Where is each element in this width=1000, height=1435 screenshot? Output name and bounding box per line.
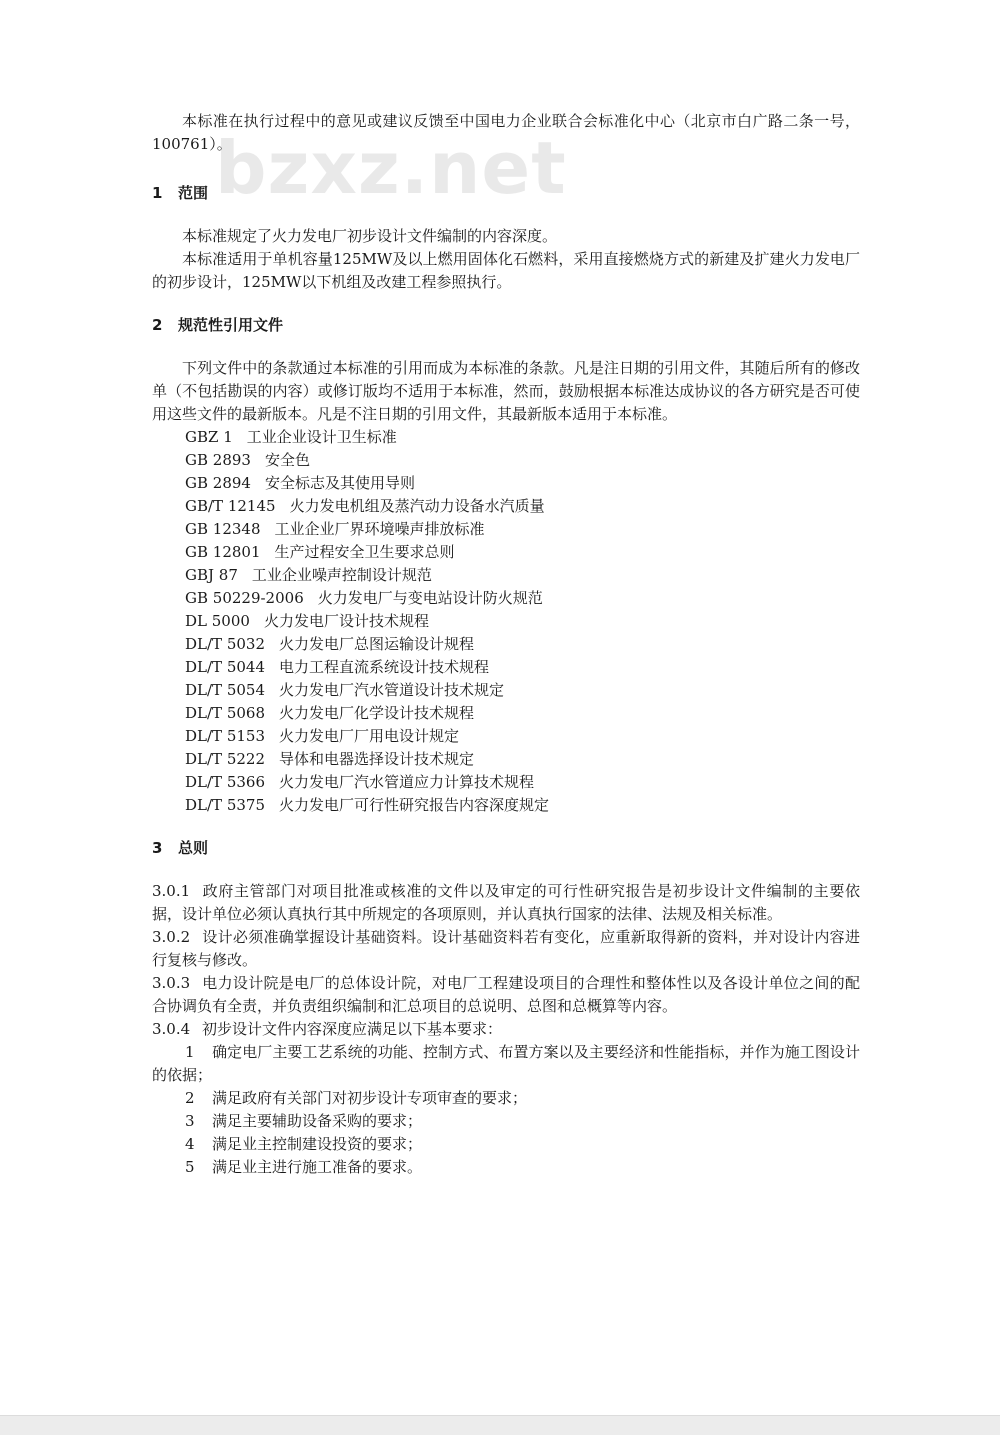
section-heading-references <box>152 314 860 337</box>
reference-item <box>152 748 860 771</box>
section-title: 总则 <box>178 839 209 857</box>
reference-item <box>152 541 860 564</box>
section-title: 范围 <box>178 184 209 202</box>
section-number: 1 <box>152 184 163 202</box>
clause <box>152 1018 860 1041</box>
clause <box>152 926 860 972</box>
requirement-text: 满足政府有关部门对初步设计专项审查的要求； <box>212 1089 528 1107</box>
reference-code: GB/T 12145 <box>185 497 276 515</box>
reference-code: GB 2893 <box>185 451 251 469</box>
reference-item <box>152 472 860 495</box>
requirement-text: 确定电厂主要工艺系统的功能、控制方式、布置方案以及主要经济和性能指标，并作为施工图设计的依据； <box>152 1043 860 1084</box>
reference-title: 安全色 <box>264 451 310 469</box>
reference-title: 生产过程安全卫生要求总则 <box>274 543 455 561</box>
reference-item <box>152 725 860 748</box>
clause-text: 电力设计院是电厂的总体设计院，对电厂工程建设项目的合理性和整体性以及各设计单位之间的配合协调负有全责，并负责组织编制和汇总项目的总说明、总图和总概算等内容。 <box>152 974 860 1015</box>
reference-title: 火力发电厂与变电站设计防火规范 <box>317 589 543 607</box>
reference-item <box>152 610 860 633</box>
reference-code: DL/T 5044 <box>185 658 265 676</box>
requirement-number: 3 <box>185 1112 195 1130</box>
requirement-item <box>152 1041 860 1087</box>
reference-code: GB 12348 <box>185 520 261 538</box>
scope-paragraph: 本标准规定了火力发电厂初步设计文件编制的内容深度。 <box>182 227 558 245</box>
section-title: 规范性引用文件 <box>178 316 284 334</box>
reference-code: DL/T 5222 <box>185 750 265 768</box>
clause-number: 3.0.4 <box>152 1020 191 1038</box>
reference-item <box>152 518 860 541</box>
reference-title: 火力发电厂汽水管道应力计算技术规程 <box>279 773 535 791</box>
reference-item <box>152 449 860 472</box>
reference-item <box>152 771 860 794</box>
clause <box>152 880 860 926</box>
clause-number: 3.0.2 <box>152 928 191 946</box>
viewer-bottom-strip <box>0 1415 1000 1435</box>
requirement-number: 4 <box>185 1135 195 1153</box>
document-body <box>152 110 860 1179</box>
requirement-number: 2 <box>185 1089 195 1107</box>
reference-item <box>152 564 860 587</box>
reference-list <box>152 426 860 817</box>
requirement-item <box>152 1156 860 1179</box>
clause-text: 初步设计文件内容深度应满足以下基本要求： <box>202 1020 503 1038</box>
reference-code: DL/T 5032 <box>185 635 265 653</box>
reference-code: GB 50229-2006 <box>185 589 304 607</box>
requirement-number: 1 <box>185 1043 195 1061</box>
reference-title: 工业企业噪声控制设计规范 <box>251 566 432 584</box>
scope-paragraph: 本标准适用于单机容量125MW及以上燃用固体化石燃料，采用直接燃烧方式的新建及扩建火力发电厂的初步设计，125MW以下机组及改建工程参照执行。 <box>152 250 860 291</box>
reference-item <box>152 495 860 518</box>
reference-title: 电力工程直流系统设计技术规程 <box>279 658 490 676</box>
reference-title: 工业企业厂界环境噪声排放标准 <box>274 520 485 538</box>
clause-text: 设计必须准确掌握设计基础资料。设计基础资料若有变化，应重新取得新的资料，并对设计内容进行复核与修改。 <box>152 928 860 969</box>
requirement-item <box>152 1133 860 1156</box>
reference-code: DL/T 5366 <box>185 773 265 791</box>
reference-title: 火力发电厂汽水管道设计技术规定 <box>279 681 505 699</box>
clause-text: 政府主管部门对项目批准或核准的文件以及审定的可行性研究报告是初步设计文件编制的主要依据，设计单位必须认真执行其中所规定的各项原则，并认真执行国家的法律、法规及相关标准。 <box>152 882 860 923</box>
reference-code: GBJ 87 <box>185 566 238 584</box>
section-number: 3 <box>152 839 163 857</box>
reference-item <box>152 679 860 702</box>
reference-code: DL 5000 <box>185 612 250 630</box>
reference-code: GBZ 1 <box>185 428 233 446</box>
reference-title: 导体和电器选择设计技术规定 <box>279 750 475 768</box>
reference-title: 火力发电厂总图运输设计规程 <box>279 635 475 653</box>
reference-title: 火力发电厂可行性研究报告内容深度规定 <box>279 796 550 814</box>
reference-code: DL/T 5068 <box>185 704 265 722</box>
requirement-item <box>152 1110 860 1133</box>
requirement-number: 5 <box>185 1158 195 1176</box>
requirement-text: 满足业主进行施工准备的要求。 <box>212 1158 423 1176</box>
requirement-item <box>152 1087 860 1110</box>
reference-item <box>152 656 860 679</box>
reference-item <box>152 794 860 817</box>
reference-item <box>152 633 860 656</box>
reference-title: 火力发电厂设计技术规程 <box>263 612 429 630</box>
reference-item <box>152 587 860 610</box>
reference-title: 安全标志及其使用导则 <box>264 474 415 492</box>
reference-code: DL/T 5153 <box>185 727 265 745</box>
clause-number: 3.0.1 <box>152 882 191 900</box>
section-number: 2 <box>152 316 163 334</box>
references-intro: 下列文件中的条款通过本标准的引用而成为本标准的条款。凡是注日期的引用文件，其随后所有的修改单（不包括勘误的内容）或修订版均不适用于本标准，然而，鼓励根据本标准达成协议的各方研究是否可使用这些文件的最新版本。凡是不注日期的引用文件，其最新版本适用于本标准。 <box>152 359 860 423</box>
reference-title: 火力发电厂厂用电设计规定 <box>279 727 460 745</box>
clause-number: 3.0.3 <box>152 974 191 992</box>
reference-code: DL/T 5054 <box>185 681 265 699</box>
reference-title: 工业企业设计卫生标准 <box>246 428 397 446</box>
reference-title: 火力发电厂化学设计技术规程 <box>279 704 475 722</box>
reference-code: GB 12801 <box>185 543 261 561</box>
reference-item <box>152 702 860 725</box>
section-heading-general <box>152 837 860 860</box>
watermark: bzxz.net <box>215 126 567 210</box>
reference-code: DL/T 5375 <box>185 796 265 814</box>
requirement-text: 满足主要辅助设备采购的要求； <box>212 1112 423 1130</box>
requirement-text: 满足业主控制建设投资的要求； <box>212 1135 423 1153</box>
clause <box>152 972 860 1018</box>
section-heading-scope <box>152 182 860 205</box>
reference-code: GB 2894 <box>185 474 251 492</box>
reference-item <box>152 426 860 449</box>
feedback-paragraph: 本标准在执行过程中的意见或建议反馈至中国电力企业联合会标准化中心（北京市白广路二条一号，100761）。 <box>152 112 860 153</box>
reference-title: 火力发电机组及蒸汽动力设备水汽质量 <box>289 497 545 515</box>
